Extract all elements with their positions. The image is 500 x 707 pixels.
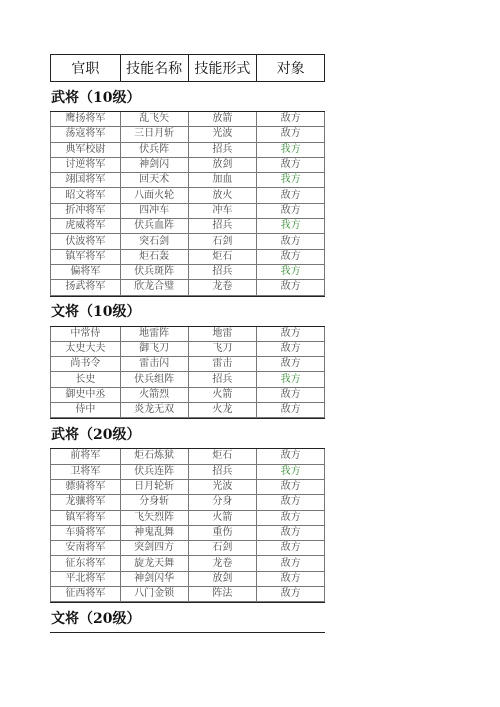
cell-rank: 中常侍 [50, 327, 121, 341]
cell-target: 我方 [257, 265, 325, 279]
table-row [50, 572, 325, 587]
table-body [50, 82, 325, 633]
table-row [50, 280, 325, 295]
table-row [50, 526, 325, 541]
cell-target: 敌方 [257, 342, 325, 356]
table-row [50, 372, 325, 387]
cell-skill-form: 石剑 [189, 234, 258, 248]
cell-rank: 扬武将军 [50, 280, 121, 294]
table-row [50, 204, 325, 219]
cell-skill-name: 炎龙无双 [121, 403, 189, 417]
cell-skill-form: 石剑 [189, 541, 258, 555]
cell-target: 敌方 [257, 158, 325, 172]
table-row [50, 342, 325, 357]
cell-rank: 翊国将军 [50, 173, 121, 187]
table-row [50, 158, 325, 173]
cell-rank: 荡寇将军 [50, 127, 121, 141]
cell-target: 敌方 [257, 327, 325, 341]
table-row [50, 234, 325, 249]
cell-skill-form: 放剑 [189, 572, 258, 586]
cell-skill-name: 四冲车 [121, 204, 189, 218]
cell-target: 敌方 [257, 188, 325, 202]
cell-rank: 尚书令 [50, 357, 121, 371]
cell-rank: 镇军将军 [50, 250, 121, 264]
table-row [50, 357, 325, 372]
table-row [50, 465, 325, 480]
cell-rank: 龙骧将军 [50, 495, 121, 509]
cell-rank: 虎威将军 [50, 219, 121, 233]
cell-skill-form: 阵法 [189, 587, 258, 601]
skill-table [50, 54, 325, 633]
table-row [50, 188, 325, 203]
cell-skill-form: 招兵 [189, 465, 258, 479]
cell-target: 敌方 [257, 449, 325, 463]
table-row [50, 173, 325, 188]
cell-skill-form: 火箭 [189, 511, 258, 525]
cell-skill-form: 招兵 [189, 265, 258, 279]
cell-target: 敌方 [257, 403, 325, 417]
table-row [50, 143, 325, 158]
cell-rank: 安南将军 [50, 541, 121, 555]
cell-target: 敌方 [257, 480, 325, 494]
cell-target: 敌方 [257, 280, 325, 294]
cell-target: 敌方 [257, 541, 325, 555]
table-row [50, 480, 325, 495]
cell-skill-form: 放火 [189, 188, 258, 202]
cell-skill-name: 伏兵阵 [121, 143, 189, 157]
cell-target: 我方 [257, 372, 325, 386]
cell-skill-name: 伏兵斑阵 [121, 265, 189, 279]
cell-skill-form: 雷击 [189, 357, 258, 371]
cell-skill-name: 回天术 [121, 173, 189, 187]
cell-skill-name: 日月轮斩 [121, 480, 189, 494]
section-rows [50, 449, 325, 603]
cell-skill-name: 旋龙天舞 [121, 556, 189, 570]
cell-skill-name: 炬石轰 [121, 250, 189, 264]
cell-rank: 镇军将军 [50, 511, 121, 525]
cell-skill-name: 火箭烈 [121, 388, 189, 402]
cell-skill-name: 伏兵血阵 [121, 219, 189, 233]
cell-target: 敌方 [257, 572, 325, 586]
cell-rank: 征西将军 [50, 587, 121, 601]
table-row [50, 511, 325, 526]
cell-skill-name: 突剑四方 [121, 541, 189, 555]
cell-target: 我方 [257, 143, 325, 157]
cell-rank: 太史大夫 [50, 342, 121, 356]
cell-rank: 平北将军 [50, 572, 121, 586]
section-title: 武将（10级） [50, 82, 325, 112]
cell-target: 敌方 [257, 388, 325, 402]
section-title: 武将（20级） [50, 419, 325, 449]
section-rows [50, 112, 325, 297]
cell-skill-form: 龙卷 [189, 556, 258, 570]
table-row [50, 127, 325, 142]
cell-skill-name: 伏兵组阵 [121, 372, 189, 386]
cell-skill-form: 龙卷 [189, 280, 258, 294]
cell-target: 敌方 [257, 250, 325, 264]
cell-skill-form: 招兵 [189, 219, 258, 233]
cell-rank: 昭文将军 [50, 188, 121, 202]
cell-target: 敌方 [257, 511, 325, 525]
table-row [50, 219, 325, 234]
cell-skill-name: 神剑闪华 [121, 572, 189, 586]
table-row [50, 250, 325, 265]
cell-rank: 侍中 [50, 403, 121, 417]
table-row [50, 556, 325, 571]
cell-rank: 卫将军 [50, 465, 121, 479]
cell-rank: 征东将军 [50, 556, 121, 570]
cell-skill-form: 放箭 [189, 112, 258, 126]
cell-skill-name: 乱飞矢 [121, 112, 189, 126]
cell-rank: 御史中丞 [50, 388, 121, 402]
cell-skill-name: 飞矢烈阵 [121, 511, 189, 525]
cell-rank: 车骑将军 [50, 526, 121, 540]
cell-skill-name: 八面火轮 [121, 188, 189, 202]
cell-skill-name: 突石剑 [121, 234, 189, 248]
cell-skill-form: 地雷 [189, 327, 258, 341]
cell-target: 敌方 [257, 357, 325, 371]
section-rows [50, 327, 325, 420]
cell-skill-name: 八门金锁 [121, 587, 189, 601]
cell-target: 敌方 [257, 204, 325, 218]
cell-skill-form: 重伤 [189, 526, 258, 540]
cell-target: 敌方 [257, 587, 325, 601]
cell-target: 敌方 [257, 234, 325, 248]
cell-rank: 讨逆将军 [50, 158, 121, 172]
cell-target: 敌方 [257, 127, 325, 141]
table-row [50, 587, 325, 602]
cell-skill-form: 加血 [189, 173, 258, 187]
cell-target: 敌方 [257, 495, 325, 509]
cell-skill-form: 招兵 [189, 372, 258, 386]
cell-skill-form: 光波 [189, 480, 258, 494]
cell-rank: 偏将军 [50, 265, 121, 279]
cell-rank: 前将军 [50, 449, 121, 463]
cell-rank: 骠骑将军 [50, 480, 121, 494]
cell-rank: 鹰扬将军 [50, 112, 121, 126]
cell-skill-name: 神鬼乱舞 [121, 526, 189, 540]
cell-skill-name: 神剑闪 [121, 158, 189, 172]
header-skill-name: 技能名称 [121, 55, 189, 81]
cell-skill-name: 分身斩 [121, 495, 189, 509]
cell-skill-name: 伏兵连阵 [121, 465, 189, 479]
cell-skill-name: 御飞刀 [121, 342, 189, 356]
table-row [50, 495, 325, 510]
cell-skill-name: 炬石炼狱 [121, 449, 189, 463]
table-row [50, 327, 325, 342]
cell-skill-form: 火龙 [189, 403, 258, 417]
section-title: 文将（20级） [50, 603, 325, 633]
cell-target: 我方 [257, 465, 325, 479]
cell-skill-form: 分身 [189, 495, 258, 509]
cell-skill-form: 炬石 [189, 250, 258, 264]
table-header [50, 54, 325, 82]
header-skill-form: 技能形式 [189, 55, 258, 81]
table-row [50, 265, 325, 280]
cell-skill-name: 欣龙合璧 [121, 280, 189, 294]
cell-target: 敌方 [257, 112, 325, 126]
cell-rank: 长史 [50, 372, 121, 386]
cell-skill-form: 飞刀 [189, 342, 258, 356]
cell-skill-name: 地雷阵 [121, 327, 189, 341]
cell-target: 敌方 [257, 556, 325, 570]
table-row [50, 541, 325, 556]
cell-rank: 折冲将军 [50, 204, 121, 218]
header-target: 对象 [276, 61, 305, 77]
section-title: 文将（10级） [50, 297, 325, 327]
cell-skill-name: 雷击闪 [121, 357, 189, 371]
table-row [50, 403, 325, 418]
cell-target: 敌方 [257, 526, 325, 540]
cell-skill-form: 冲车 [189, 204, 258, 218]
cell-skill-form: 火箭 [189, 388, 258, 402]
cell-skill-form: 炬石 [189, 449, 258, 463]
cell-target: 我方 [257, 173, 325, 187]
cell-rank: 典军校尉 [50, 143, 121, 157]
cell-skill-form: 招兵 [189, 143, 258, 157]
table-row [50, 388, 325, 403]
cell-rank: 伏波将军 [50, 234, 121, 248]
cell-skill-form: 放剑 [189, 158, 258, 172]
cell-skill-form: 光波 [189, 127, 258, 141]
cell-skill-name: 三日月斩 [121, 127, 189, 141]
table-row [50, 449, 325, 464]
cell-target: 我方 [257, 219, 325, 233]
table-row [50, 112, 325, 127]
header-rank: 官职 [51, 55, 121, 81]
